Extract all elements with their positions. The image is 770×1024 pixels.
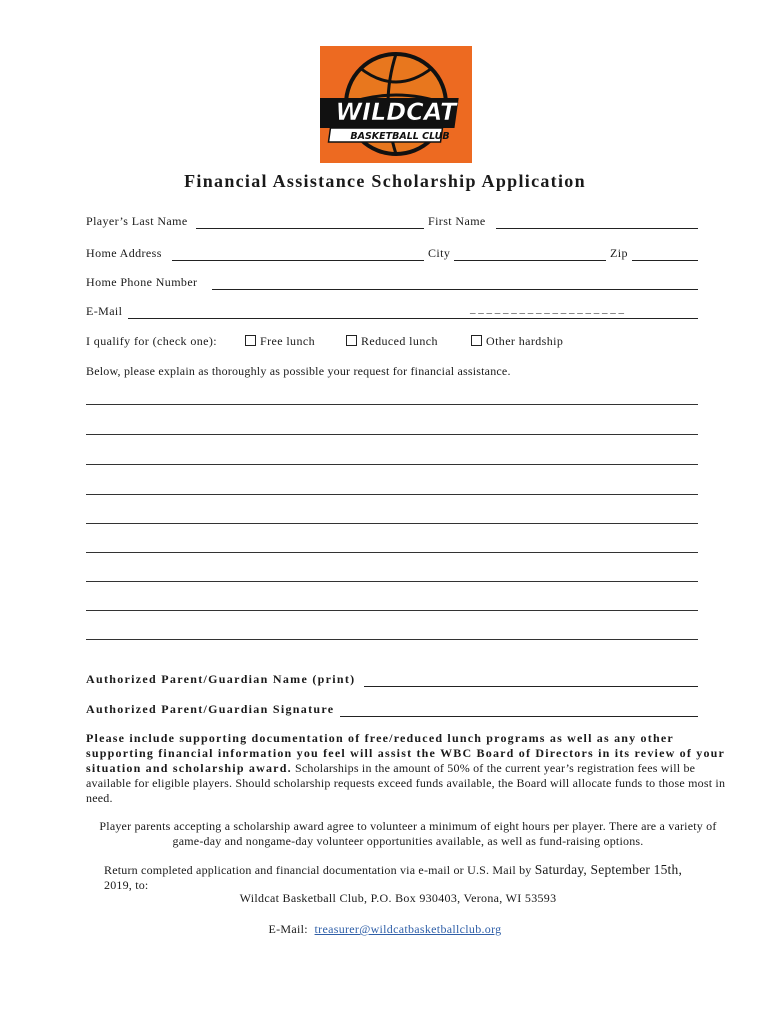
parent-name-field[interactable] bbox=[364, 686, 698, 687]
city-field[interactable] bbox=[454, 260, 606, 261]
return-year: 2019, to: bbox=[104, 878, 149, 892]
return-deadline: Saturday, September 15th, bbox=[534, 862, 683, 877]
home-phone-field[interactable] bbox=[212, 289, 698, 290]
first-name-field[interactable] bbox=[496, 228, 698, 229]
logo-wordmark: WILDCAT bbox=[335, 98, 457, 126]
last-name-field[interactable] bbox=[196, 228, 424, 229]
notice-bold: Please include supporting documentation of free/reduced lunch programs as well as any other supporting financial information you feel will assist the WBC Board of Directors in its review of your situation and scholarship award. bbox=[86, 731, 725, 775]
parent-signature-field[interactable] bbox=[340, 716, 698, 717]
explanation-line[interactable] bbox=[86, 464, 698, 465]
home-address-label: Home Address bbox=[86, 246, 162, 260]
option-reduced-lunch[interactable] bbox=[346, 334, 438, 349]
option-other-hardship[interactable] bbox=[471, 334, 563, 349]
explanation-line[interactable] bbox=[86, 639, 698, 640]
explanation-line[interactable] bbox=[86, 581, 698, 582]
notice-regular: Scholarships in the amount of 50% of the current year’s registration fees will be available for eligible players. Should scholarship requests exceed funds available, the Board will allocate funds to those most in need. bbox=[86, 761, 726, 805]
volunteer-notice: Player parents accepting a scholarship award agree to volunteer a minimum of eight hours per player. There are a variety of game-day and nongame-day volunteer opportunities available, as well as fund-raising options. bbox=[99, 819, 717, 848]
contact-email-line bbox=[0, 922, 770, 937]
home-phone-label: Home Phone Number bbox=[86, 275, 198, 289]
home-address-field[interactable] bbox=[172, 260, 424, 261]
explanation-line[interactable] bbox=[86, 552, 698, 553]
mailing-address: Wildcat Basketball Club, P.O. Box 930403, Verona, WI 53593 bbox=[239, 891, 557, 905]
explanation-line[interactable] bbox=[86, 523, 698, 524]
explanation-line[interactable] bbox=[86, 404, 698, 405]
option-label: Reduced lunch bbox=[361, 334, 438, 348]
logo-subtitle: BASKETBALL CLUB bbox=[350, 131, 450, 142]
last-name-label: Player’s Last Name bbox=[86, 214, 188, 228]
checkbox-icon[interactable] bbox=[471, 335, 482, 346]
checkbox-icon[interactable] bbox=[245, 335, 256, 346]
wildcat-logo bbox=[320, 46, 472, 163]
return-instructions bbox=[104, 862, 704, 893]
explanation-line[interactable] bbox=[86, 494, 698, 495]
parent-name-label: Authorized Parent/Guardian Name (print) bbox=[86, 672, 356, 686]
explain-prompt: Below, please explain as thoroughly as possible your request for financial assistance. bbox=[86, 364, 511, 378]
qualify-label: I qualify for (check one): bbox=[86, 334, 218, 348]
documentation-notice bbox=[86, 731, 730, 806]
option-label: Other hardship bbox=[486, 334, 564, 348]
email-dashes: _ _ _ _ _ _ _ _ _ _ _ _ _ _ _ _ _ _ _ bbox=[470, 303, 624, 315]
explanation-line[interactable] bbox=[86, 434, 698, 435]
option-free-lunch[interactable] bbox=[245, 334, 315, 349]
option-label: Free lunch bbox=[260, 334, 315, 348]
page-title: Financial Assistance Scholarship Application bbox=[184, 171, 586, 191]
explanation-line[interactable] bbox=[86, 610, 698, 611]
contact-email-label: E-Mail: bbox=[268, 922, 308, 936]
first-name-label: First Name bbox=[428, 214, 486, 228]
zip-field[interactable] bbox=[632, 260, 698, 261]
contact-email-link[interactable]: treasurer@wildcatbasketballclub.org bbox=[314, 922, 502, 936]
parent-signature-label: Authorized Parent/Guardian Signature bbox=[86, 702, 335, 716]
email-label: E-Mail bbox=[86, 304, 123, 318]
city-label: City bbox=[428, 246, 451, 260]
email-field[interactable] bbox=[128, 318, 698, 319]
return-text: Return completed application and financial documentation via e-mail or U.S. Mail by bbox=[104, 863, 532, 877]
checkbox-icon[interactable] bbox=[346, 335, 357, 346]
zip-label: Zip bbox=[610, 246, 628, 260]
